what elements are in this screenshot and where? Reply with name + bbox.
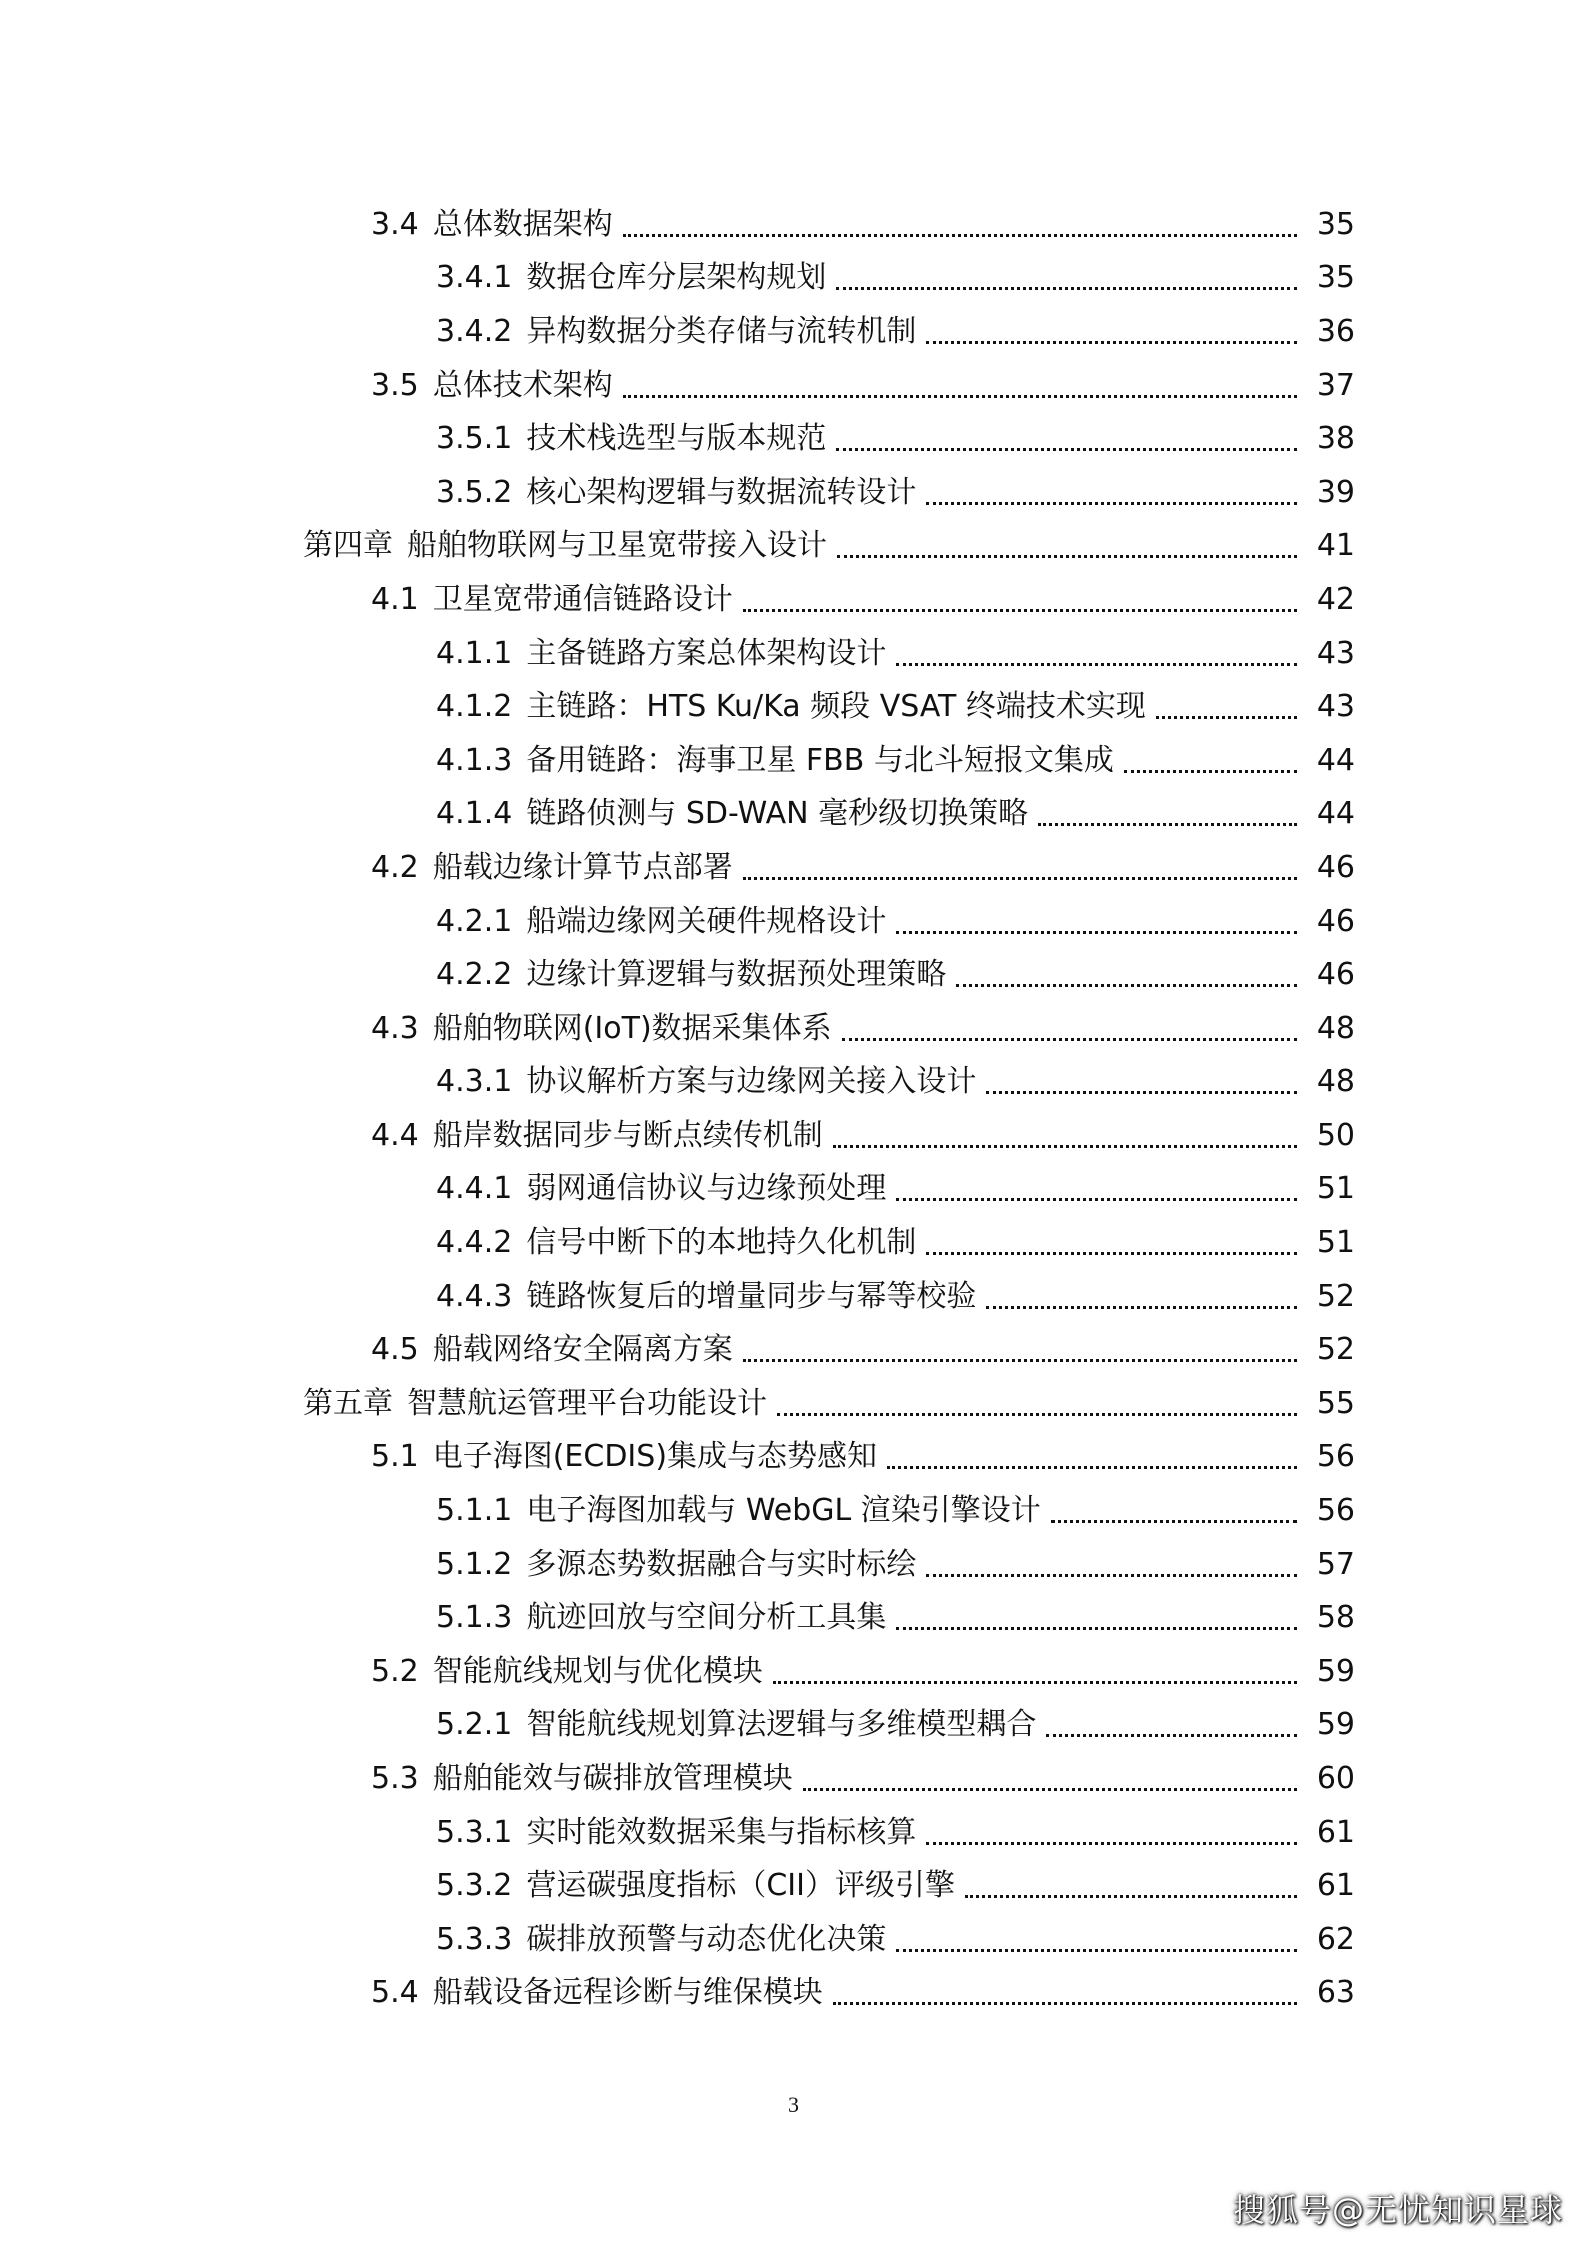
toc-entry-heading <box>436 1171 890 1207</box>
toc-entry-number: 5.2 <box>371 1653 419 1689</box>
toc-entry-heading <box>371 581 737 617</box>
toc-entry-number: 3.4.2 <box>436 313 513 349</box>
toc-entry[interactable] <box>0 1806 1587 1860</box>
toc-entry-title: 智能航线规划算法逻辑与多维模型耦合 <box>526 1707 1037 1743</box>
table-of-contents <box>0 198 1587 2020</box>
toc-entry-page: 58 <box>1316 1600 1355 1636</box>
toc-entry-number: 3.4 <box>371 206 419 242</box>
dot-leader <box>842 1037 1297 1041</box>
toc-entry-page: 43 <box>1316 689 1355 725</box>
toc-entry[interactable] <box>0 1002 1587 1056</box>
toc-entry-page: 63 <box>1316 1975 1355 2011</box>
toc-entry[interactable] <box>0 305 1587 359</box>
toc-entry-heading <box>436 1064 980 1100</box>
toc-entry[interactable] <box>0 1591 1587 1645</box>
toc-entry[interactable] <box>0 1163 1587 1217</box>
toc-entry-heading <box>371 1117 827 1153</box>
toc-entry[interactable] <box>0 520 1587 574</box>
dot-leader <box>956 983 1297 987</box>
toc-entry-title: 船舶物联网与卫星宽带接入设计 <box>407 528 827 564</box>
dot-leader <box>926 1251 1297 1255</box>
dot-leader <box>926 1841 1297 1845</box>
toc-entry-page: 35 <box>1316 206 1355 242</box>
toc-entry-number: 4.1.1 <box>436 635 513 671</box>
toc-entry-number: 4.1.4 <box>436 796 513 832</box>
toc-entry-page: 56 <box>1316 1439 1355 1475</box>
toc-entry-title: 船岸数据同步与断点续传机制 <box>432 1117 823 1153</box>
toc-entry-page: 50 <box>1316 1117 1355 1153</box>
toc-entry-heading <box>436 260 830 296</box>
dot-leader <box>986 1305 1297 1309</box>
toc-entry-number: 5.1.2 <box>436 1546 513 1582</box>
toc-entry-heading <box>436 1225 920 1261</box>
dot-leader <box>833 2001 1297 2005</box>
toc-entry-heading <box>436 1921 890 1957</box>
dot-leader <box>743 876 1297 880</box>
dot-leader <box>926 501 1297 505</box>
toc-entry-page: 55 <box>1316 1385 1355 1421</box>
dot-leader <box>743 1358 1297 1362</box>
toc-entry-title: 数据仓库分层架构规划 <box>526 260 827 296</box>
toc-entry-number: 4.2 <box>371 849 419 885</box>
dot-leader <box>1124 769 1297 773</box>
toc-entry-title: 边缘计算逻辑与数据预处理策略 <box>526 957 947 993</box>
toc-entry-number: 3.5 <box>371 367 419 403</box>
toc-entry-heading <box>436 474 920 510</box>
toc-entry-number: 5.3 <box>371 1761 419 1797</box>
toc-entry-title: 核心架构逻辑与数据流转设计 <box>526 474 917 510</box>
dot-leader <box>986 1090 1297 1094</box>
toc-entry[interactable] <box>0 895 1587 949</box>
toc-entry-page: 60 <box>1316 1761 1355 1797</box>
toc-entry-title: 协议解析方案与边缘网关接入设计 <box>526 1064 977 1100</box>
toc-entry[interactable] <box>0 841 1587 895</box>
toc-entry-page: 46 <box>1316 849 1355 885</box>
toc-entry[interactable] <box>0 1484 1587 1538</box>
toc-entry-title: 船载边缘计算节点部署 <box>432 849 733 885</box>
toc-entry-number: 4.3 <box>371 1010 419 1046</box>
toc-entry-number: 4.4.3 <box>436 1278 513 1314</box>
toc-entry-page: 41 <box>1316 528 1355 564</box>
toc-entry-number: 4.3.1 <box>436 1064 513 1100</box>
dot-leader <box>833 1144 1297 1148</box>
toc-entry-number: 4.4.1 <box>436 1171 513 1207</box>
toc-entry-page: 62 <box>1316 1921 1355 1957</box>
toc-entry-heading <box>436 957 950 993</box>
toc-entry-number: 4.4 <box>371 1117 419 1153</box>
toc-entry-heading <box>371 367 617 403</box>
toc-entry-page: 38 <box>1316 421 1355 457</box>
toc-entry[interactable] <box>0 1216 1587 1270</box>
dot-leader <box>803 1787 1297 1791</box>
dot-leader <box>623 394 1297 398</box>
toc-entry[interactable] <box>0 1323 1587 1377</box>
toc-entry-page: 51 <box>1316 1225 1355 1261</box>
toc-entry[interactable] <box>0 680 1587 734</box>
toc-entry[interactable] <box>0 1967 1587 2021</box>
dot-leader <box>1051 1519 1297 1523</box>
toc-entry-title: 智能航线规划与优化模块 <box>432 1653 763 1689</box>
toc-entry[interactable] <box>0 1109 1587 1163</box>
dot-leader <box>623 233 1297 237</box>
toc-entry-heading <box>436 796 1032 832</box>
toc-entry-heading <box>371 1653 767 1689</box>
toc-entry-number: 4.1.2 <box>436 689 513 725</box>
toc-entry-heading <box>436 1707 1040 1743</box>
toc-entry-title: 备用链路：海事卫星 FBB 与北斗短报文集成 <box>526 742 1114 778</box>
toc-entry-heading <box>371 206 617 242</box>
toc-entry-title: 电子海图加载与 WebGL 渲染引擎设计 <box>526 1493 1041 1529</box>
toc-entry-title: 异构数据分类存储与流转机制 <box>526 313 917 349</box>
dot-leader <box>836 447 1297 451</box>
dot-leader <box>896 1626 1297 1630</box>
toc-entry-title: 信号中断下的本地持久化机制 <box>526 1225 917 1261</box>
toc-entry-number: 5.1.3 <box>436 1600 513 1636</box>
toc-entry-page: 61 <box>1316 1868 1355 1904</box>
toc-entry[interactable] <box>0 1752 1587 1806</box>
toc-entry-title: 卫星宽带通信链路设计 <box>432 581 733 617</box>
toc-entry-heading <box>303 528 831 564</box>
toc-entry-heading <box>371 1439 881 1475</box>
source-watermark: 搜狐号@无忧知识星球 <box>1232 2191 1563 2229</box>
toc-entry-number: 5.3.3 <box>436 1921 513 1957</box>
toc-entry-page: 44 <box>1316 796 1355 832</box>
toc-entry-heading <box>436 635 890 671</box>
toc-entry-number: 5.3.1 <box>436 1814 513 1850</box>
toc-entry[interactable] <box>0 1056 1587 1110</box>
toc-entry-title: 营运碳强度指标（CII）评级引擎 <box>526 1868 955 1904</box>
toc-entry[interactable] <box>0 198 1587 252</box>
toc-entry-number: 5.3.2 <box>436 1868 513 1904</box>
toc-entry[interactable] <box>0 252 1587 306</box>
dot-leader <box>777 1412 1297 1416</box>
toc-entry-page: 59 <box>1316 1653 1355 1689</box>
toc-entry-title: 技术栈选型与版本规范 <box>526 421 827 457</box>
toc-entry-page: 36 <box>1316 313 1355 349</box>
toc-entry-heading <box>371 1332 737 1368</box>
toc-entry-heading <box>371 849 737 885</box>
toc-entry-title: 船载网络安全隔离方案 <box>432 1332 733 1368</box>
toc-entry[interactable] <box>0 1270 1587 1324</box>
toc-entry-title: 链路恢复后的增量同步与幂等校验 <box>526 1278 977 1314</box>
dot-leader <box>837 554 1297 558</box>
toc-entry-number: 5.4 <box>371 1975 419 2011</box>
toc-entry-title: 主备链路方案总体架构设计 <box>526 635 887 671</box>
toc-entry-title: 船载设备远程诊断与维保模块 <box>432 1975 823 2011</box>
toc-entry-page: 48 <box>1316 1010 1355 1046</box>
toc-entry-heading <box>436 421 830 457</box>
dot-leader <box>926 1573 1297 1577</box>
toc-entry-page: 39 <box>1316 474 1355 510</box>
toc-entry-page: 37 <box>1316 367 1355 403</box>
toc-entry-title: 总体技术架构 <box>432 367 613 403</box>
toc-entry-heading <box>436 1600 890 1636</box>
toc-entry-heading <box>436 1546 920 1582</box>
toc-entry-heading <box>436 689 1150 725</box>
toc-entry-heading <box>436 903 890 939</box>
toc-entry[interactable] <box>0 627 1587 681</box>
toc-entry-heading <box>371 1761 797 1797</box>
dot-leader <box>773 1680 1297 1684</box>
toc-entry-heading <box>371 1975 827 2011</box>
toc-entry-number: 4.4.2 <box>436 1225 513 1261</box>
toc-entry-heading <box>436 313 920 349</box>
toc-entry-number: 3.4.1 <box>436 260 513 296</box>
dot-leader <box>1156 715 1297 719</box>
toc-entry-number: 3.5.2 <box>436 474 513 510</box>
toc-entry-page: 43 <box>1316 635 1355 671</box>
toc-entry-heading <box>436 1278 980 1314</box>
dot-leader <box>1038 822 1297 826</box>
toc-entry-number: 5.1.1 <box>436 1493 513 1529</box>
toc-entry[interactable] <box>0 1859 1587 1913</box>
toc-entry[interactable] <box>0 948 1587 1002</box>
toc-entry-title: 电子海图(ECDIS)集成与态势感知 <box>432 1439 878 1475</box>
toc-entry-title: 多源态势数据融合与实时标绘 <box>526 1546 917 1582</box>
toc-entry-title: 链路侦测与 SD-WAN 毫秒级切换策略 <box>526 796 1029 832</box>
toc-entry[interactable] <box>0 359 1587 413</box>
toc-entry[interactable] <box>0 1538 1587 1592</box>
toc-entry-page: 46 <box>1316 903 1355 939</box>
toc-entry-number: 4.1.3 <box>436 742 513 778</box>
dot-leader <box>836 286 1297 290</box>
toc-entry-heading <box>436 1493 1045 1529</box>
toc-entry-number: 5.1 <box>371 1439 419 1475</box>
toc-entry-heading <box>371 1010 836 1046</box>
toc-entry-title: 弱网通信协议与边缘预处理 <box>526 1171 887 1207</box>
dot-leader <box>965 1894 1297 1898</box>
dot-leader <box>743 608 1297 612</box>
dot-leader <box>896 930 1297 934</box>
toc-entry-heading <box>436 742 1118 778</box>
toc-entry[interactable] <box>0 412 1587 466</box>
toc-entry-page: 61 <box>1316 1814 1355 1850</box>
dot-leader <box>896 662 1297 666</box>
toc-entry-number: 4.2.2 <box>436 957 513 993</box>
toc-entry-number: 3.5.1 <box>436 421 513 457</box>
dot-leader <box>1046 1733 1297 1737</box>
toc-entry-page: 52 <box>1316 1278 1355 1314</box>
toc-entry-page: 35 <box>1316 260 1355 296</box>
toc-entry[interactable] <box>0 1699 1587 1753</box>
toc-entry[interactable] <box>0 734 1587 788</box>
toc-entry-number: 4.1 <box>371 581 419 617</box>
toc-entry-title: 航迹回放与空间分析工具集 <box>526 1600 887 1636</box>
toc-entry-number: 5.2.1 <box>436 1707 513 1743</box>
toc-entry-page: 59 <box>1316 1707 1355 1743</box>
toc-entry[interactable] <box>0 1645 1587 1699</box>
toc-entry-page: 42 <box>1316 581 1355 617</box>
toc-entry-title: 主链路：HTS Ku/Ka 频段 VSAT 终端技术实现 <box>526 689 1146 725</box>
toc-entry-number: 4.5 <box>371 1332 419 1368</box>
toc-entry-heading <box>303 1385 771 1421</box>
toc-entry-page: 56 <box>1316 1493 1355 1529</box>
toc-entry[interactable] <box>0 1431 1587 1485</box>
toc-entry-title: 智慧航运管理平台功能设计 <box>407 1385 767 1421</box>
toc-entry-page: 57 <box>1316 1546 1355 1582</box>
dot-leader <box>926 340 1297 344</box>
toc-entry-page: 52 <box>1316 1332 1355 1368</box>
toc-entry-number: 第五章 <box>303 1385 393 1421</box>
toc-entry-heading <box>436 1868 959 1904</box>
toc-entry[interactable] <box>0 466 1587 520</box>
toc-entry-page: 48 <box>1316 1064 1355 1100</box>
toc-entry-number: 第四章 <box>303 528 393 564</box>
dot-leader <box>896 1197 1297 1201</box>
toc-entry-page: 44 <box>1316 742 1355 778</box>
toc-entry-title: 碳排放预警与动态优化决策 <box>526 1921 887 1957</box>
page-number: 3 <box>788 2092 799 2117</box>
toc-entry-number: 4.2.1 <box>436 903 513 939</box>
toc-entry-title: 船舶能效与碳排放管理模块 <box>432 1761 793 1797</box>
toc-entry-title: 实时能效数据采集与指标核算 <box>526 1814 917 1850</box>
toc-entry[interactable] <box>0 1377 1587 1431</box>
dot-leader <box>887 1465 1297 1469</box>
toc-entry-heading <box>436 1814 920 1850</box>
toc-entry[interactable] <box>0 788 1587 842</box>
toc-entry[interactable] <box>0 1913 1587 1967</box>
toc-entry-title: 总体数据架构 <box>432 206 613 242</box>
toc-entry-page: 46 <box>1316 957 1355 993</box>
toc-entry-page: 51 <box>1316 1171 1355 1207</box>
toc-entry-title: 船舶物联网(IoT)数据采集体系 <box>432 1010 832 1046</box>
toc-entry-title: 船端边缘网关硬件规格设计 <box>526 903 887 939</box>
dot-leader <box>896 1948 1297 1952</box>
toc-entry[interactable] <box>0 573 1587 627</box>
